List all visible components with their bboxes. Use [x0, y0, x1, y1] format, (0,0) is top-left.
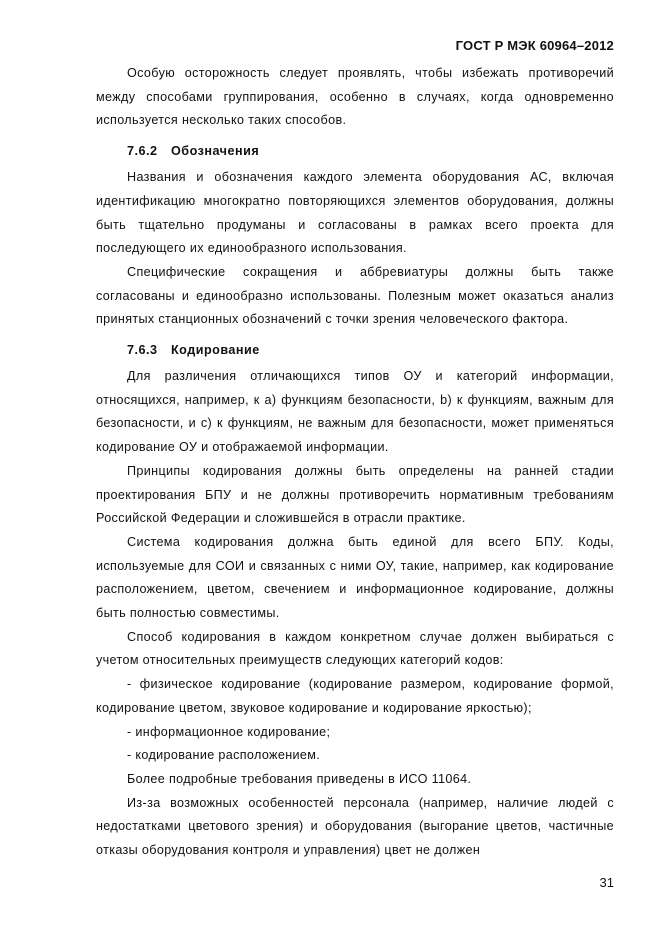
page-number: 31 [599, 875, 614, 890]
paragraph: Особую осторожность следует проявлять, чтобы избежать противоречий между способами группирования, особенно в случаях, когда одновременно используется несколько таких способов. [96, 66, 614, 128]
section-heading-7-6-2 [96, 139, 614, 163]
paragraph: Принципы кодирования должны быть определены на ранней стадии проектирования БПУ и не должны противоречить нормативным требованиям Российской Федерации и сложившейся в отрасли практике. [96, 463, 614, 526]
paragraph: Из-за возможных особенностей персонала (например, наличие людей с недостатками цветового зрения) и оборудования (выгорание цветов, частичные отказы оборудования контроля и управления) цвет не должен [96, 795, 614, 858]
document-body [96, 62, 614, 863]
paragraph: Способ кодирования в каждом конкретном случае должен выбираться с учетом относительных преимуществ следующих категорий кодов: [96, 629, 614, 668]
list-item: - физическое кодирование (кодирование размером, кодирование формой, кодирование цветом, звуковое кодирование и кодирование яркостью); [96, 677, 614, 715]
section-number: 7.6.3 [127, 343, 158, 358]
paragraph: Система кодирования должна быть единой для всего БПУ. Коды, используемые для СОИ и связанных с ними ОУ, такие, например, как кодирование расположением, цветом, свечением и информационное кодирование, должны быть полностью совместимы. [96, 534, 614, 621]
paragraph: Названия и обозначения каждого элемента оборудования АС, включая идентификацию многократно повторяющихся элементов оборудования, должны быть тщательно продуманы и согласованы в рамках всего проекта для последующего их единообразного использования. [96, 170, 614, 256]
paragraph: Для различения отличающихся типов ОУ и категорий информации, относящихся, например, к a) функциям безопасности, b) к функциям, важным для безопасности, и c) к функциям, не важным для безопасности, может применяться кодирование ОУ и отображаемой информации. [96, 369, 614, 455]
section-number: 7.6.2 [127, 144, 158, 159]
document-header: ГОСТ Р МЭК 60964–2012 [455, 38, 614, 53]
paragraph: Более подробные требования приведены в ИСО 11064. [127, 771, 472, 786]
paragraph: Специфические сокращения и аббревиатуры должны быть также согласованы и единообразно использованы. Полезным может оказаться анализ принятых станционных обозначений с точки зрения человеческого фактора. [96, 264, 614, 327]
section-title: Обозначения [171, 144, 260, 159]
list-item: - информационное кодирование; [127, 724, 331, 739]
section-heading-7-6-3 [96, 338, 614, 362]
section-title: Кодирование [171, 343, 260, 358]
list-item: - кодирование расположением. [127, 748, 321, 763]
